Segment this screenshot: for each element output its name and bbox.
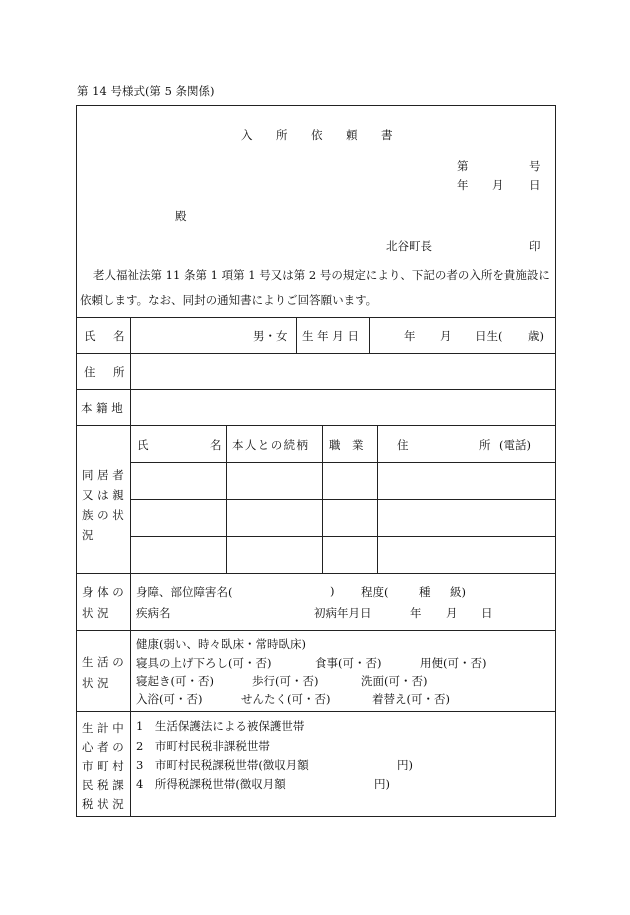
rule <box>76 353 556 354</box>
family-col-relation: 本人との続柄 <box>232 438 310 452</box>
family-label-line: 又 は 親 <box>82 488 124 502</box>
tax-status-label-line: 市 町 村 <box>82 759 124 773</box>
tax-item-3: 3 市町村民税課税世帯(徴収月額 <box>136 758 309 772</box>
birth-day: 日生( <box>475 329 503 343</box>
family-label-line: 族 の 状 <box>82 508 124 522</box>
bathing-ability: 入浴(可・否) <box>136 692 203 706</box>
disability-grade: 級) <box>450 585 466 599</box>
rule <box>76 711 556 712</box>
date-day: 日 <box>529 178 541 192</box>
form-title-2: 所 <box>276 128 288 142</box>
seal-mark: 印 <box>529 239 541 253</box>
birth-age: 歳) <box>528 329 544 343</box>
rule <box>369 317 370 353</box>
disability-part: 身障、部位障害名( <box>136 585 233 599</box>
body-status-label-line: 状 況 <box>82 606 109 620</box>
disease-name: 疾病名 <box>136 606 171 620</box>
family-col-address-b: 所 <box>479 438 491 452</box>
tax-status-label-line: 生 計 中 <box>82 721 124 735</box>
tax-status-label-line: 民 税 課 <box>82 778 124 792</box>
sender: 北谷町長 <box>386 239 432 253</box>
family-col-phone: (電話) <box>499 438 531 452</box>
tax-item-3-yen: 円) <box>397 758 413 772</box>
gender-field[interactable]: 男・女 <box>253 329 288 343</box>
rule <box>377 425 378 573</box>
rule <box>322 425 323 573</box>
onset-day: 日 <box>481 606 493 620</box>
life-status-label <box>82 652 126 694</box>
rule <box>130 317 131 816</box>
life-status-label-line: 生 活 の <box>82 655 124 669</box>
body-text-line-1: 老人福祉法第 11 条第 1 項第 1 号又は第 2 号の規定により、下記の者の入所を貴施設に <box>93 268 550 282</box>
disability-type: 種 <box>419 585 431 599</box>
tax-item-4: 4 所得税課税世帯(徴収月額 <box>136 777 286 791</box>
addressee-suffix: 殿 <box>175 209 187 223</box>
rule <box>130 462 556 463</box>
tax-status-label-line: 税 状 況 <box>82 797 124 811</box>
rule <box>76 425 556 426</box>
onset-month: 月 <box>446 606 458 620</box>
tax-status-label <box>82 719 126 814</box>
tax-item-1: 1 生活保護法による被保護世帯 <box>136 719 305 733</box>
body-status-label <box>82 582 126 624</box>
family-col-job: 職 業 <box>329 438 364 452</box>
family-col-address-a: 住 <box>397 438 409 452</box>
onset-year: 年 <box>410 606 422 620</box>
date-year: 年 <box>457 178 469 192</box>
dressing-ability: 着替え(可・否) <box>372 692 450 706</box>
body-text-line-2: 依頼します。なお、同封の通知書によりご回答願います。 <box>80 293 378 307</box>
rule <box>130 536 556 537</box>
bedding-ability: 寝具の上げ下ろし(可・否) <box>136 656 272 670</box>
rule <box>76 317 556 318</box>
washing-ability: 洗面(可・否) <box>361 674 428 688</box>
family-col-name-b: 名 <box>210 438 222 452</box>
form-title-1: 入 <box>241 128 253 142</box>
number-go: 号 <box>529 159 541 173</box>
meal-ability: 食事(可・否) <box>315 656 382 670</box>
form-title-4: 頼 <box>346 128 358 142</box>
family-label-line: 同 居 者 <box>82 468 124 482</box>
tax-item-4-yen: 円) <box>374 777 390 791</box>
date-month: 月 <box>492 178 504 192</box>
disability-degree: 程度( <box>361 585 389 599</box>
name-label-a: 氏 <box>84 329 96 343</box>
form-title-3: 依 <box>311 128 323 142</box>
form-title-5: 書 <box>381 128 393 142</box>
onset-date-label: 初病年月日 <box>314 606 372 620</box>
family-label <box>82 465 126 545</box>
body-status-label-line: 身 体 の <box>82 585 124 599</box>
family-col-name-a: 氏 <box>137 438 149 452</box>
rule <box>76 389 556 390</box>
toilet-ability: 用便(可・否) <box>420 656 487 670</box>
health-line: 健康(弱い、時々臥床・常時臥床) <box>136 637 306 651</box>
name-label-b: 名 <box>113 329 125 343</box>
rule <box>226 425 227 573</box>
rule <box>76 630 556 631</box>
domicile-label: 本 籍 地 <box>81 401 123 415</box>
birth-month: 月 <box>440 329 452 343</box>
tax-status-label-line: 心 者 の <box>82 740 124 754</box>
laundry-ability: せんたく(可・否) <box>241 692 331 706</box>
address-label-b: 所 <box>113 365 125 379</box>
form-number: 第 14 号様式(第 5 条関係) <box>77 84 215 98</box>
birth-date-label: 生 年 月 日 <box>302 329 359 343</box>
rising-ability: 寝起き(可・否) <box>136 674 214 688</box>
walking-ability: 歩行(可・否) <box>252 674 319 688</box>
rule <box>130 499 556 500</box>
family-label-line: 況 <box>82 528 94 542</box>
tax-item-2: 2 市町村民税非課税世帯 <box>136 739 270 753</box>
disability-part-close: ) <box>330 584 335 598</box>
rule <box>76 573 556 574</box>
life-status-label-line: 状 況 <box>82 676 109 690</box>
address-label-a: 住 <box>84 365 96 379</box>
birth-year: 年 <box>404 329 416 343</box>
number-dai: 第 <box>457 159 469 173</box>
rule <box>296 317 297 353</box>
